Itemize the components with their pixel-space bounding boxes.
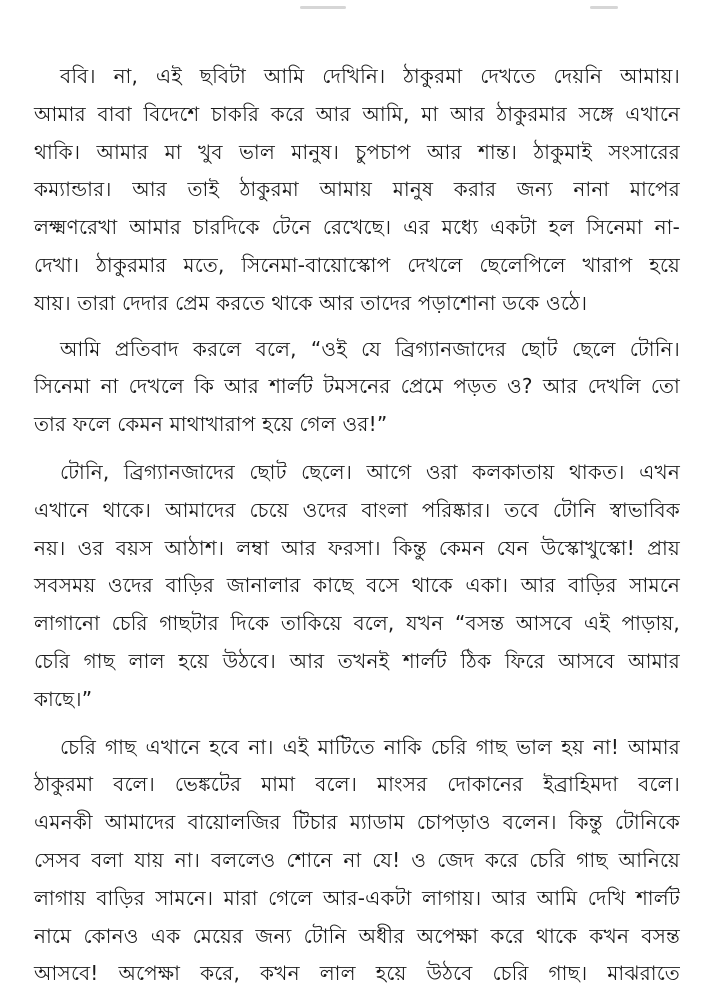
text-line: যায়। তারা দেদার প্রেম করতে থাকে আর তাদের পড়াশোনা ডকে ওঠে। xyxy=(34,290,588,315)
text-line: তার ফলে কেমন মাথাখারাপ হয়ে গেল ওর!” xyxy=(34,412,388,437)
paragraph-2 xyxy=(34,331,680,444)
text-line: আসবে! অপেক্ষা করে, কখন লাল হয়ে উঠবে চেরি গাছ। মাঝরাতে xyxy=(34,961,680,986)
faded-header-mark xyxy=(300,6,346,9)
text-line: সেসব বলা যায় না। বললেও শোনে না যে! ও জেদ করে চেরি গাছ আনিয়ে xyxy=(34,847,680,872)
text-line: দেখা। ঠাকুরমার মতে, সিনেমা-বায়োস্কোপ দেখলে ছেলেপিলে খারাপ হয়ে xyxy=(34,252,680,277)
text-line: এমনকী আমাদের বায়োলজির টিচার ম্যাডাম চোপড়াও বলেন। কিন্তু টোনিকে xyxy=(34,810,680,835)
text-line: থাকি। আমার মা খুব ভাল মানুষ। চুপচাপ আর শান্ত। ঠাকুমাই সংসারের xyxy=(34,139,680,164)
text-line: সিনেমা না দেখলে কি আর শার্লট টমসনের প্রেমে পড়ত ও? আর দেখলি তো xyxy=(34,374,680,399)
text-line: কম্যান্ডার। আর তাই ঠাকুরমা আমায় মানুষ করার জন্য নানা মাপের xyxy=(34,177,680,202)
text-line: চেরি গাছ এখানে হবে না। এই মাটিতে নাকি চেরি গাছ ভাল হয় না! আমার xyxy=(60,734,680,759)
text-line: টোনি, ব্রিগ্যানজাদের ছোট ছেলে। আগে ওরা কলকাতায় থাকত। এখন xyxy=(60,459,680,484)
text-line: সবসময় ওদের বাড়ির জানালার কাছে বসে থাকে একা। আর বাড়ির সামনে xyxy=(34,573,680,598)
text-line: এখানে থাকে। আমাদের চেয়ে ওদের বাংলা পরিষ্কার। তবে টোনি স্বাভাবিক xyxy=(34,497,680,522)
text-line: লাগানো চেরি গাছটার দিকে তাকিয়ে বলে, যখন “বসন্ত আসবে এই পাড়ায়, xyxy=(34,611,680,636)
text-line: নামে কোনও এক মেয়ের জন্য টোনি অধীর অপেক্ষা করে থাকে কখন বসন্ত xyxy=(34,923,680,948)
text-line: লাগায় বাড়ির সামনে। মারা গেলে আর-একটা লাগায়। আর আমি দেখি শার্লট xyxy=(34,885,680,910)
paragraph-4 xyxy=(34,729,680,994)
text-line: চেরি গাছ লাল হয়ে উঠবে। আর তখনই শার্লট ঠিক ফিরে আসবে আমার xyxy=(34,648,680,673)
paragraph-1 xyxy=(34,58,680,323)
text-line: ঠাকুরমা বলে। ভেঙ্কটের মামা বলে। মাংসর দোকানের ইব্রাহিমদা বলে। xyxy=(34,772,680,797)
faded-page-number-mark xyxy=(590,6,618,9)
text-line: লক্ষ্মণরেখা আমার চারদিকে টেনে রেখেছে। এর মধ্যে একটা হল সিনেমা না- xyxy=(34,215,680,240)
paragraph-3 xyxy=(34,454,680,719)
text-line: কাছে।” xyxy=(34,686,93,711)
text-line: ববি। না, এই ছবিটা আমি দেখিনি। ঠাকুরমা দেখতে দেয়নি আমায়। xyxy=(60,64,680,88)
text-line: আমার বাবা বিদেশে চাকরি করে আর আমি, মা আর ঠাকুরমার সঙ্গে এখানে xyxy=(34,101,680,126)
text-line: আমি প্রতিবাদ করলে বলে, “ওই যে ব্রিগ্যানজাদের ছোট ছেলে টোনি। xyxy=(60,336,680,361)
body-text xyxy=(34,58,680,993)
text-line: নয়। ওর বয়স আঠাশ। লম্বা আর ফরসা। কিন্তু কেমন যেন উস্কোখুস্কো! প্রায় xyxy=(34,535,680,560)
